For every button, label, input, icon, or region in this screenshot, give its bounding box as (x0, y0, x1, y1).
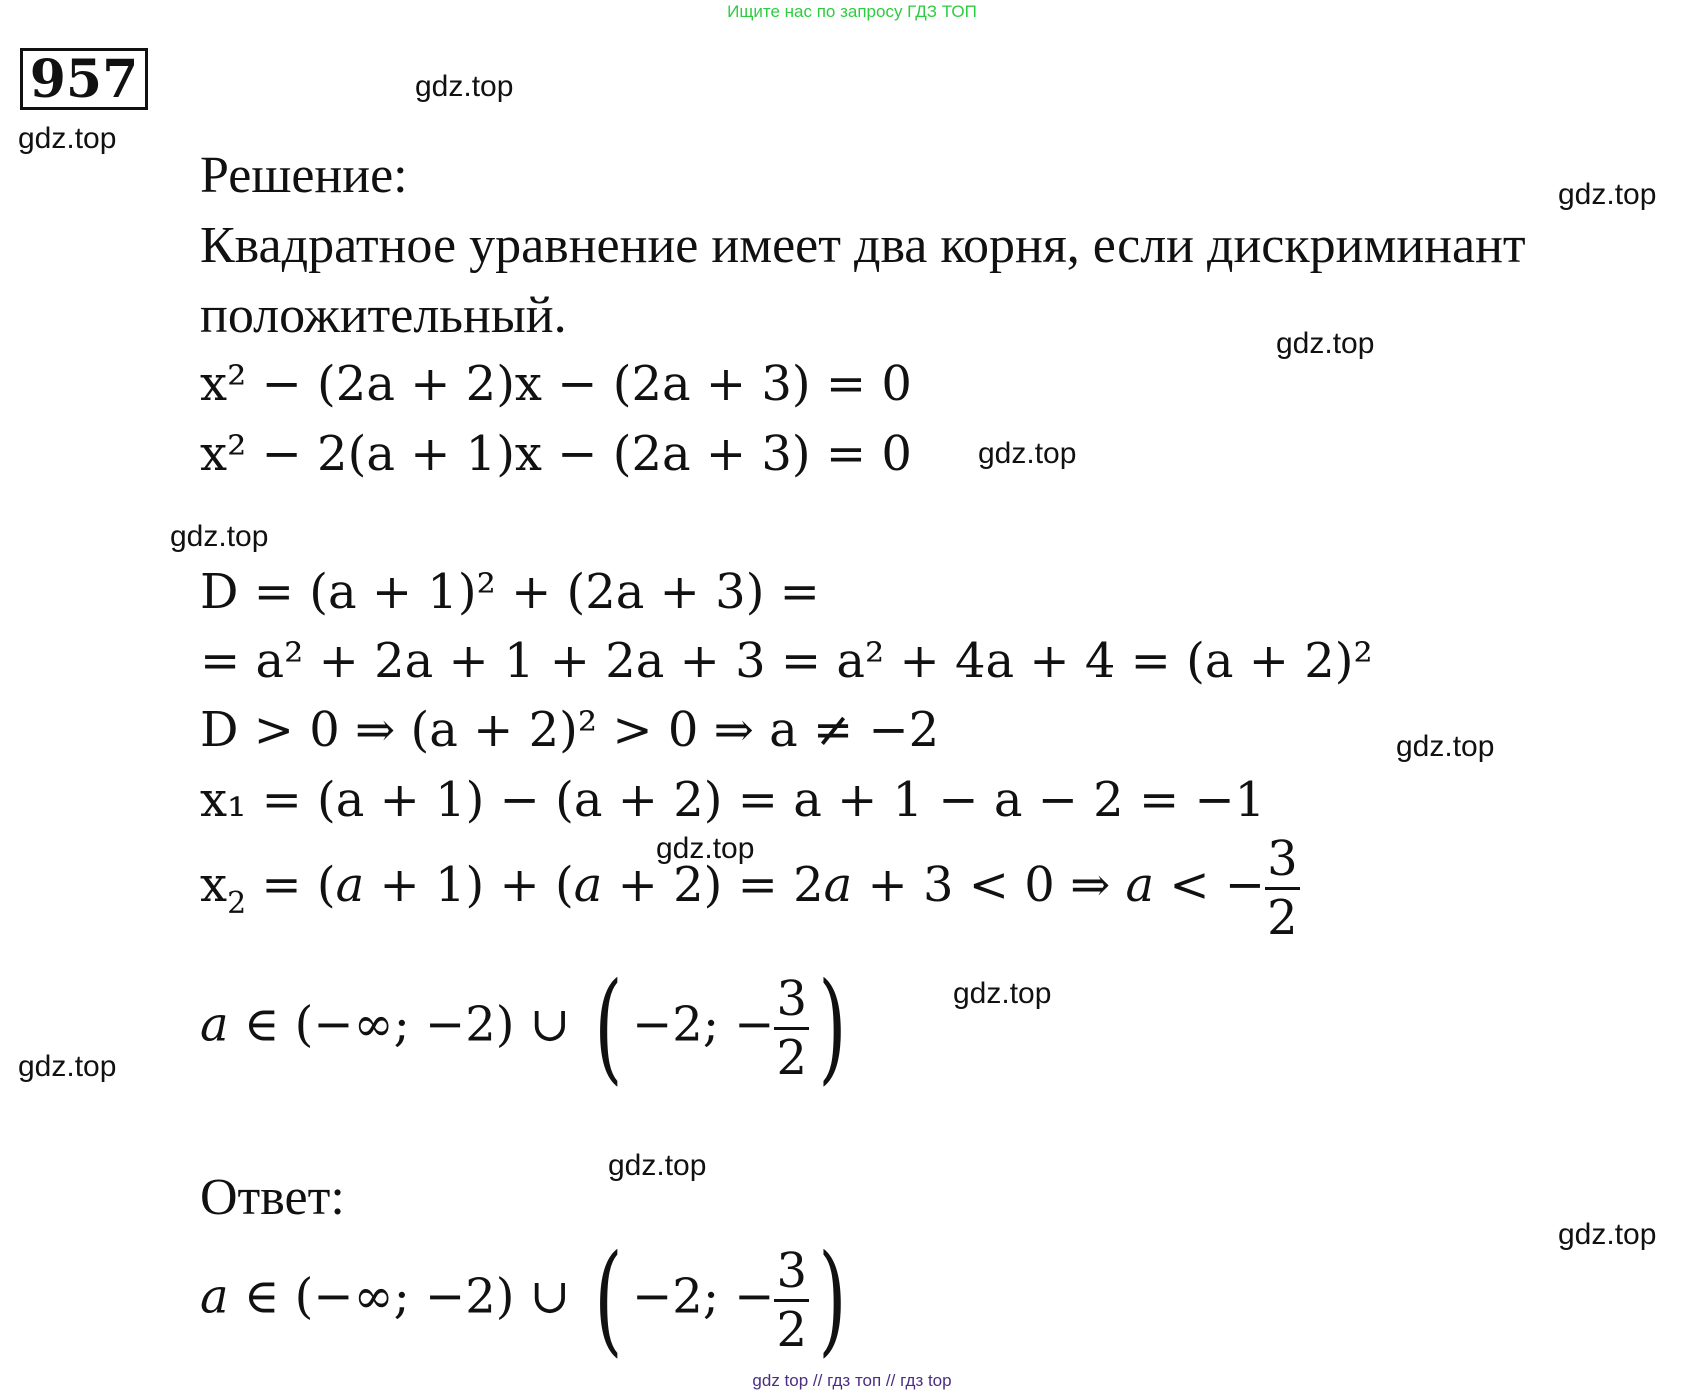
watermark: gdz.top (608, 1149, 707, 1182)
watermark: gdz.top (1396, 730, 1495, 763)
watermark: gdz.top (1558, 178, 1657, 211)
root-x1-line: x₁ = (a + 1) − (a + 2) = a + 1 − a − 2 = −1 (200, 772, 1266, 828)
fraction-denominator: 2 (776, 1301, 808, 1358)
fraction-numerator: 3 (776, 970, 808, 1027)
answer-inner: −2; − (632, 1268, 775, 1325)
fraction-denominator: 2 (1267, 890, 1298, 946)
left-big-paren: ( (594, 1230, 623, 1369)
equation-1: x² − (2a + 2)x − (2a + 3) = 0 (200, 356, 912, 412)
fraction-numerator: 3 (1267, 831, 1298, 887)
right-big-paren: ) (818, 1230, 847, 1369)
watermark: gdz.top (1558, 1218, 1657, 1251)
solution-set-inner: −2; − (632, 996, 775, 1053)
watermark: gdz.top (18, 1050, 117, 1083)
answer-heading: Ответ: (200, 1169, 345, 1226)
discriminant-line-2: = a² + 2a + 1 + 2a + 3 = a² + 4a + 4 = (a + 2)² (200, 633, 1373, 689)
condition-line-2: положительный. (200, 287, 567, 344)
root-x2-line (200, 831, 1300, 946)
fraction (1265, 831, 1300, 946)
watermark: gdz.top (170, 520, 269, 553)
top-banner: Ищите нас по запросу ГДЗ ТОП (727, 2, 977, 21)
solution-set-line (200, 958, 856, 1097)
solution-set-text: a ∈ (−∞; −2) ∪ (200, 996, 586, 1053)
watermark: gdz.top (415, 70, 514, 103)
root-x2-text: $x_2 = (a + 1) + (a + 2) = 2a + 3 < 0$ ⇒ a < − (200, 857, 1266, 921)
discriminant-line-1: D = (a + 1)² + (2a + 3) = (200, 564, 820, 620)
answer-line (200, 1230, 856, 1369)
watermark: gdz.top (953, 977, 1052, 1010)
watermark: gdz.top (18, 122, 117, 155)
solution-heading: Решение: (200, 147, 408, 204)
problem-number: 957 (20, 48, 148, 110)
watermark: gdz.top (978, 437, 1077, 470)
left-big-paren: ( (594, 958, 623, 1097)
equation-2: x² − 2(a + 1)x − (2a + 3) = 0 (200, 426, 912, 482)
fraction (774, 970, 809, 1086)
watermark: gdz.top (1276, 327, 1375, 360)
condition-line-1: Квадратное уравнение имеет два корня, если дискриминант (200, 217, 1526, 274)
footer-links[interactable]: gdz top // гдз топ // гдз top (752, 1371, 952, 1390)
discriminant-line-3: D > 0 ⇒ (a + 2)² > 0 ⇒ a ≠ −2 (200, 702, 940, 758)
right-big-paren: ) (818, 958, 847, 1097)
fraction-denominator: 2 (776, 1029, 808, 1086)
fraction-numerator: 3 (776, 1242, 808, 1299)
fraction (774, 1242, 809, 1358)
watermark: gdz.top (656, 832, 755, 865)
answer-text: a ∈ (−∞; −2) ∪ (200, 1268, 586, 1325)
